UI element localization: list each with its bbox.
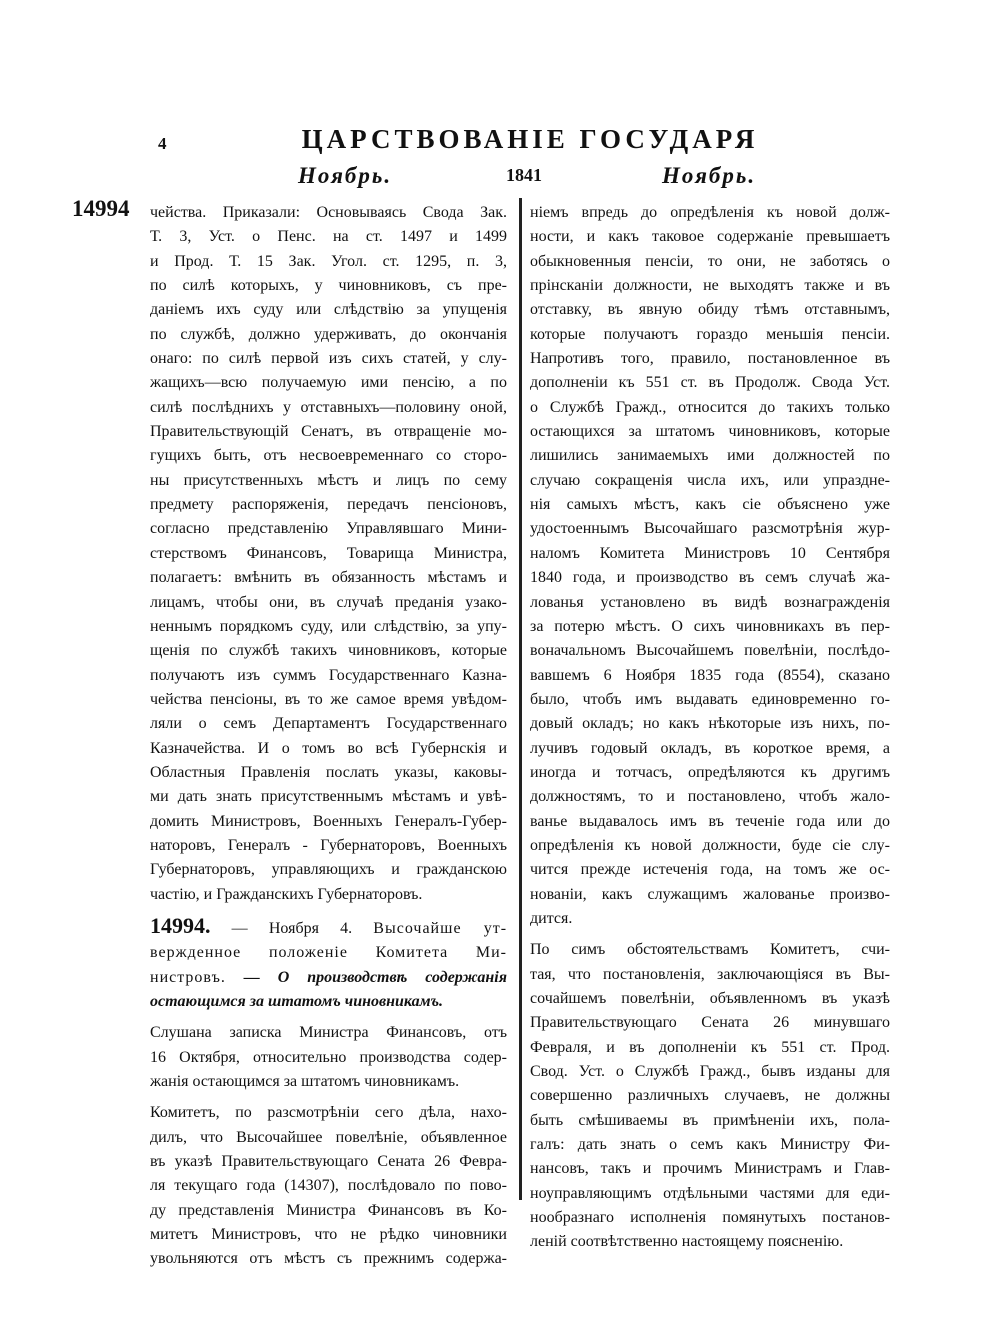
text-line: Казначейства. И о томъ во всѣ Губернскія и (150, 739, 507, 757)
text-line: силѣ послѣднихъ у отставныхъ—половину оной, (150, 398, 507, 416)
running-title: ЦАРСТВОВАНІЕ ГОСУДАРЯ (301, 124, 759, 154)
page-number: 4 (158, 134, 167, 153)
text-line: Свод. Уст. о Службѣ Гражд., бывъ изданы для (530, 1063, 890, 1081)
text-line: ми дать знать присутственнымъ мѣстамъ и увѣ- (150, 788, 507, 806)
text-line: ніемъ впредь до опредѣленія къ новой долж- (530, 204, 890, 221)
text-line: остающихся за штатомъ чиновниковъ, которые (530, 423, 890, 441)
text-line: дополненіи къ 551 ст. въ Продолж. Свода Уст. (530, 374, 890, 392)
left-column (150, 201, 507, 1272)
entry-subject: — О производствѣ содержанія (243, 968, 507, 986)
text-line: чейства. Приказали: Основываясь Свода Зак. (150, 204, 507, 221)
text-line: Губернаторовъ, управляющихъ и гражданскою (150, 861, 507, 879)
text-line: удостоеннымъ Высочайшаго разсмотрѣнія жур- (530, 520, 890, 538)
text-line: вавшемъ 6 Ноября 1835 года (8554), сказано (530, 666, 890, 684)
entry-date: — Ноября 4. (231, 919, 353, 937)
text-line: лицамъ, чтобы они, въ случаѣ преданія узако- (150, 593, 507, 611)
text-line: быть смѣшиваемы въ примѣненіи ихъ, пола- (530, 1111, 890, 1129)
text-line: воначальномъ Высочайшемъ повелѣніи, послѣдо- (530, 642, 890, 660)
entry-title-part: Высочайше ут- (373, 919, 507, 937)
text-line: совершенно различныхъ случаевъ, не должны (530, 1087, 890, 1105)
text-line: наломъ Комитета Министровъ 10 Сентября (530, 544, 890, 562)
text-line: Правительствующій Сенатъ, въ отвращеніе мо- (150, 423, 507, 441)
left-paragraph-1 (150, 201, 507, 907)
right-paragraph-1 (530, 201, 890, 931)
text-line: отставку, въ явную обиду тѣмъ отставнымъ, (530, 301, 890, 319)
text-line: дилъ, что Высочайшее повелѣніе, объявленное (150, 1128, 507, 1146)
text-line: довый окладъ; но какъ нѣкоторые изъ нихъ, по- (530, 715, 890, 733)
margin-entry-number: 14994 (72, 196, 130, 221)
text-line: 1840 года, и производство въ семъ случаѣ жа- (530, 569, 890, 587)
month-left: Ноябрь. (298, 163, 393, 188)
text-line: полагаетъ: вмѣнить въ обязанность мѣстамъ и (150, 569, 507, 587)
left-paragraph-2 (150, 1021, 507, 1094)
text-line: Т. 3, Уст. о Пенс. на ст. 1497 и 1499 (150, 228, 507, 246)
entry-title-part: нистровъ. (150, 968, 226, 986)
text-line: случаю сокращенія числа ихъ, или упраздне- (530, 471, 890, 489)
text-line: ля текущаго года (14307), послѣдовало по пово- (150, 1177, 507, 1195)
year: 1841 (506, 165, 542, 185)
text-line: Комитетъ, по разсмотрѣніи сего дѣла, нахо- (150, 1104, 507, 1122)
text-line: леній соотвѣтственно настоящему поясненію. (530, 1233, 844, 1251)
text-line: дится. (530, 909, 573, 927)
text-line: жащихъ—всю получаемую ими пенсію, а по (150, 374, 507, 392)
text-line: сочайшемъ повелѣніи, объявленномъ въ указѣ (530, 990, 890, 1007)
text-line: иногда и тотчасъ, опредѣляются къ другимъ (530, 763, 890, 781)
text-line: лованья установлено въ видѣ вознагражденія (530, 593, 890, 611)
text-line: жанія остающимся за штатомъ чиновникамъ. (150, 1073, 460, 1091)
text-line: лишились занимаемыхъ ими должностей по (530, 447, 890, 465)
text-line: нообразнаго исполненія помянутыхъ постанов- (530, 1209, 890, 1227)
text-line: должностямъ, то и постановлено, чтобъ жало- (530, 788, 890, 806)
text-line: наторовъ, Генералъ - Губернаторовъ, Военныхъ (150, 836, 507, 854)
text-line: лучивъ годовый окладъ, въ короткое время, а (530, 739, 890, 757)
text-line: Напротивъ того, правило, постановленное въ (530, 350, 890, 368)
text-line: Областныя Правленія послать указы, каковы- (150, 763, 507, 781)
text-line: по службѣ, должно удерживать, до окончанія (150, 325, 507, 343)
text-line: которые получаютъ гораздо меньшія пенсіи. (530, 325, 890, 343)
text-line: нія самыхъ мѣстъ, какъ сіе объяснено уже (530, 496, 890, 514)
text-line: Февраля, и въ дополненіи къ 551 ст. Прод. (530, 1038, 890, 1056)
text-line: опредѣленія къ новой должности, буде сіе слу- (530, 836, 890, 854)
text-line: щенія по службѣ такихъ чиновниковъ, которые (150, 642, 507, 660)
text-line: гущихъ быть, отъ несвоевременнаго со сторо- (150, 447, 507, 465)
text-line: получаютъ изъ суммъ Государственнаго Казна- (150, 666, 507, 684)
text-line: Слушана записка Министра Финансовъ, отъ (150, 1024, 507, 1042)
month-right: Ноябрь. (662, 163, 757, 188)
entry-number: 14994. (150, 913, 211, 938)
text-line: ванье выдавалось имъ въ теченіе года или до (530, 812, 890, 830)
text-line: митетъ Министровъ, что не рѣдко чиновники (150, 1226, 507, 1244)
text-line: предмету распоряженія, передачъ пенсіоновъ, (150, 496, 507, 514)
right-column (530, 201, 890, 1255)
text-line: согласно представленію Управлявшаго Мини- (150, 520, 507, 538)
text-line: увольняются отъ мѣстъ съ прежнимъ содержа- (150, 1250, 507, 1268)
text-line: нансовъ, такъ и прочимъ Министрамъ и Глав- (530, 1160, 890, 1178)
text-line: онаго: по силѣ первой изъ сихъ статей, у слу- (150, 350, 507, 368)
text-line: ляли о семъ Департаментъ Государственнаго (150, 715, 507, 733)
text-line: стерствомъ Финансовъ, Товарища Министра, (150, 544, 507, 562)
text-line: ны присутственныхъ мѣстъ и лицъ по сему (150, 471, 507, 489)
text-line: ду представленія Министра Финансовъ въ Ко- (150, 1201, 507, 1219)
text-line: въ указѣ Правительствующаго Сената 26 Февра- (150, 1153, 507, 1171)
entry-heading (150, 914, 507, 1014)
text-line: по силѣ которыхъ, у чиновниковъ, съ пре- (150, 277, 507, 295)
right-paragraph-2 (530, 938, 890, 1254)
text-line: тая, что постановленія, заключающіяся въ Вы- (530, 965, 890, 983)
text-line: чится прежде истеченія года, на томъ же ос- (530, 861, 890, 879)
text-line: домить Министровъ, Военныхъ Генералъ-Губер- (150, 812, 507, 830)
text-line: даніемъ ихъ суду или слѣдствію за упущенія (150, 301, 507, 319)
text-line: 16 Октября, относительно производства содер- (150, 1048, 507, 1066)
text-line: Правительствующаго Сената 26 минувшаго (530, 1014, 890, 1032)
text-line: было, чтобъ имъ выдавать единовременно го- (530, 690, 890, 708)
text-line: ности, и какъ таковое содержаніе превышаетъ (530, 228, 890, 246)
text-line: нованіи, какъ служащимъ жалованье произво- (530, 885, 890, 903)
text-line: за потерю мѣстъ. О сихъ чиновникахъ въ пер- (530, 617, 890, 635)
entry-title-part: вержденное положеніе Комитета Ми- (150, 944, 507, 962)
text-line: По симъ обстоятельствамъ Комитетъ, счи- (530, 941, 890, 959)
entry-subject: остающимся за штатомъ чиновникамъ. (150, 993, 443, 1010)
text-line: частію, и Гражданскихъ Губернаторовъ. (150, 885, 423, 903)
text-line: неннымъ порядкомъ суду, или слѣдствію, за упу- (150, 617, 507, 635)
text-line: о Службѣ Гражд., относится до такихъ только (530, 398, 890, 416)
text-line: прінсканіи должности, не выходятъ также и въ (530, 277, 890, 295)
text-line: чейства пенсіоны, въ то же самое время увѣдом- (150, 690, 507, 708)
text-line: и Прод. Т. 15 Зак. Угол. ст. 1295, п. 3, (150, 252, 507, 270)
column-divider (519, 198, 522, 1200)
left-paragraph-3 (150, 1101, 507, 1271)
text-line: галъ: дать знать о семъ какъ Министру Фи- (530, 1136, 890, 1154)
text-line: ноуправляющимъ отдѣльными частями для еди- (530, 1184, 890, 1202)
text-line: обыкновенныя пенсіи, то они, не заботясь о (530, 252, 890, 270)
